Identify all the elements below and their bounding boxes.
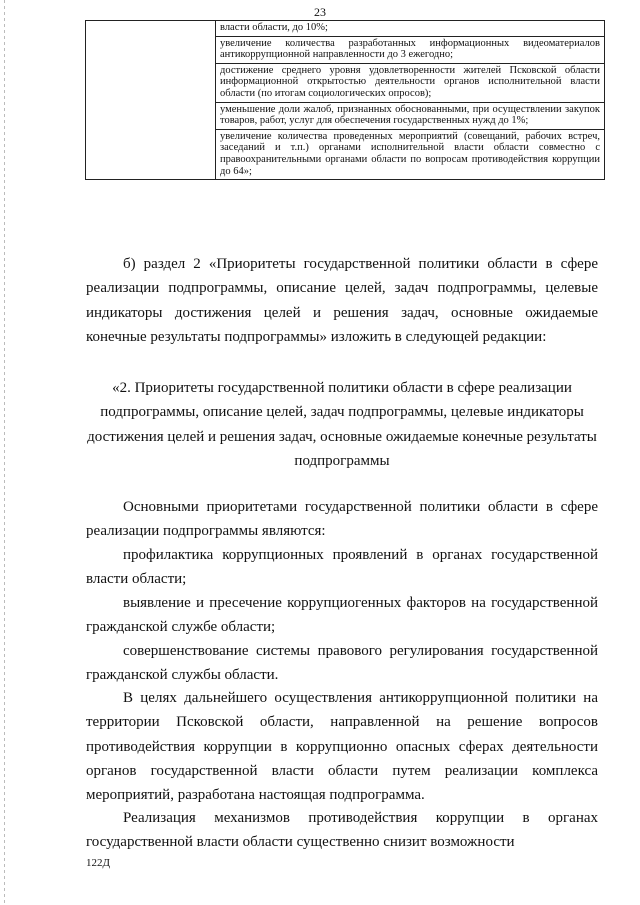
scan-edge-line	[4, 0, 5, 905]
priority-item: совершенствование системы правового регулирования государственной гражданской службы области.	[86, 643, 598, 684]
table-cell: власти области, до 10%;	[216, 21, 605, 37]
table-row	[86, 21, 605, 37]
page-number: 23	[314, 5, 326, 19]
paragraph-b: б) раздел 2 «Приоритеты государственной политики области в сфере реализации подпрограммы, описание целей, задач подпрограммы, целевые индикаторы достижения целей и решения задач, основные ожидаемые конечные результаты подпрограммы» изложить в следующей редакции:	[86, 256, 598, 345]
table-cell: уменьшение доли жалоб, признанных обоснованными, при осуществлении закупок товаров, работ, услуг для обеспечения государственных нужд до 1%;	[216, 102, 605, 129]
purpose-paragraph: В целях дальнейшего осуществления антикоррупционной политики на территории Псковской области, направленной на решение вопросов противодействия коррупции в коррупционно опасных сферах деятельности органов государственной власти области путем реализации комплекса мероприятий, разработана настоящая подпрограмма.	[86, 690, 598, 804]
document-code: 122Д	[86, 857, 111, 869]
priority-item: профилактика коррупционных проявлений в органах государственной власти области;	[86, 547, 598, 588]
indicators-table	[85, 20, 605, 180]
table-cell: увеличение количества разработанных информационных видеоматериалов антикоррупционной направленности до 3 ежегодно;	[216, 36, 605, 63]
priority-item: выявление и пресечение коррупциогенных факторов на государственной гражданской службе области;	[86, 595, 598, 636]
table-cell: увеличение количества проведенных мероприятий (совещаний, рабочих встреч, заседаний и т.п.) органами исполнительной власти области совместно с правоохранительными органами области по вопросам противодействия коррупции до 64»;	[216, 129, 605, 179]
section-heading: «2. Приоритеты государственной политики области в сфере реализации подпрограммы, описание целей, задач подпрограммы, целевые индикаторы достижения целей и решения задач, основные ожидаемые конечные результаты подпрограммы	[87, 380, 597, 469]
implementation-paragraph: Реализация механизмов противодействия коррупции в органах государственной власти области существенно снизит возможности	[86, 810, 598, 851]
priorities-intro: Основными приоритетами государственной политики области в сфере реализации подпрограммы являются:	[86, 499, 598, 540]
table-cell: достижение среднего уровня удовлетворенности жителей Псковской области информационной открытостью деятельности органов исполнительной власти области (по итогам социологических опросов);	[216, 63, 605, 102]
table-empty-cell	[86, 21, 216, 180]
